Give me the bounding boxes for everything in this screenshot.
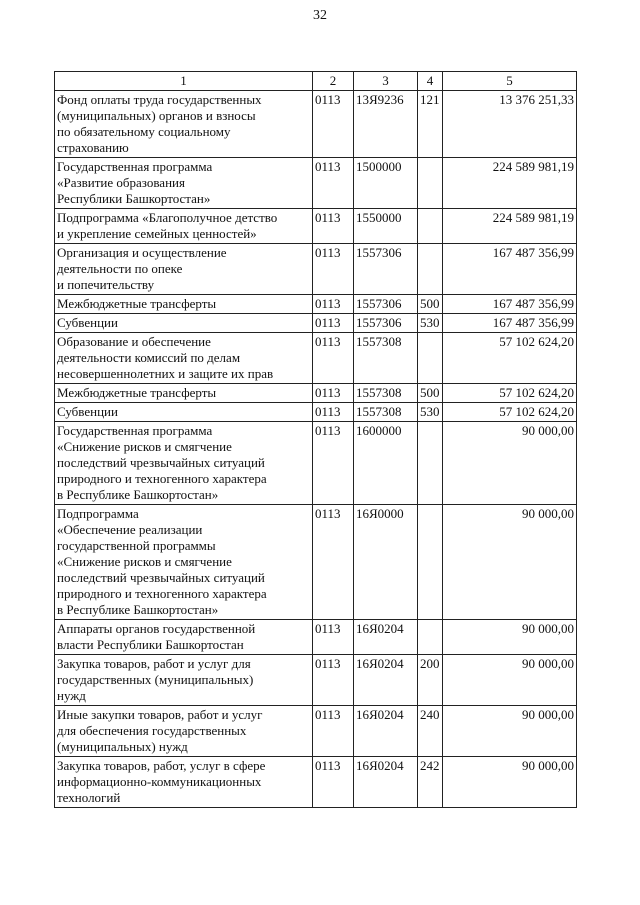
row-section: 0113 [313, 91, 354, 158]
row-name [55, 655, 313, 706]
row-name-line: и укрепление семейных ценностей» [57, 226, 257, 241]
table-row [55, 209, 577, 244]
table-row [55, 314, 577, 333]
row-type [418, 620, 443, 655]
row-amount: 90 000,00 [443, 620, 577, 655]
row-section: 0113 [313, 314, 354, 333]
row-name-line: Фонд оплаты труда государственных [57, 92, 262, 107]
row-name-line: и попечительству [57, 277, 155, 292]
column-header-section: 2 [313, 72, 354, 91]
table-row [55, 244, 577, 295]
row-name [55, 403, 313, 422]
row-section: 0113 [313, 209, 354, 244]
row-target: 1600000 [354, 422, 418, 505]
row-type: 200 [418, 655, 443, 706]
row-section: 0113 [313, 244, 354, 295]
row-type [418, 505, 443, 620]
table-row [55, 384, 577, 403]
row-name-line: Межбюджетные трансферты [57, 296, 217, 311]
row-name-line: Образование и обеспечение [57, 334, 211, 349]
row-name [55, 384, 313, 403]
row-target: 1550000 [354, 209, 418, 244]
column-header-name: 1 [55, 72, 313, 91]
row-type [418, 422, 443, 505]
row-target: 16Я0204 [354, 706, 418, 757]
table-row [55, 706, 577, 757]
row-name-line: Межбюджетные трансферты [57, 385, 217, 400]
row-name [55, 209, 313, 244]
row-name-line: нужд [57, 688, 86, 703]
row-name-line: информационно-коммуникационных [57, 774, 262, 789]
row-name [55, 620, 313, 655]
row-name-line: Закупка товаров, работ и услуг для [57, 656, 251, 671]
row-name-line: государственной программы [57, 538, 216, 553]
row-amount: 224 589 981,19 [443, 158, 577, 209]
row-amount: 90 000,00 [443, 655, 577, 706]
table-row [55, 655, 577, 706]
table-row [55, 403, 577, 422]
row-name-line: Республики Башкортостан» [57, 191, 211, 206]
row-target: 1557308 [354, 384, 418, 403]
table-row [55, 91, 577, 158]
row-name-line: Государственная программа [57, 159, 213, 174]
row-name-line: для обеспечения государственных [57, 723, 247, 738]
column-header-amount: 5 [443, 72, 577, 91]
row-amount: 167 487 356,99 [443, 295, 577, 314]
row-name-line: Подпрограмма [57, 506, 139, 521]
row-name-line: «Обеспечение реализации [57, 522, 203, 537]
row-name-line: Аппараты органов государственной [57, 621, 256, 636]
row-amount: 57 102 624,20 [443, 333, 577, 384]
row-type: 500 [418, 384, 443, 403]
row-name [55, 244, 313, 295]
row-type [418, 333, 443, 384]
row-target: 1500000 [354, 158, 418, 209]
row-name-line: деятельности по опеке [57, 261, 183, 276]
row-name-line: страхованию [57, 140, 129, 155]
row-name-line: (муниципальных) нужд [57, 739, 188, 754]
row-name-line: последствий чрезвычайных ситуаций [57, 455, 265, 470]
row-name-line: (муниципальных) органов и взносы [57, 108, 256, 123]
row-name-line: власти Республики Башкортостан [57, 637, 244, 652]
row-type: 530 [418, 403, 443, 422]
table-row [55, 620, 577, 655]
row-name [55, 706, 313, 757]
row-section: 0113 [313, 158, 354, 209]
row-section: 0113 [313, 505, 354, 620]
row-name [55, 757, 313, 808]
row-section: 0113 [313, 655, 354, 706]
row-name [55, 314, 313, 333]
row-name-line: «Развитие образования [57, 175, 185, 190]
row-type: 530 [418, 314, 443, 333]
row-name-line: Подпрограмма «Благополучное детство [57, 210, 278, 225]
row-type: 121 [418, 91, 443, 158]
row-type [418, 158, 443, 209]
row-name [55, 505, 313, 620]
row-name-line: технологий [57, 790, 121, 805]
row-name [55, 295, 313, 314]
row-amount: 167 487 356,99 [443, 244, 577, 295]
row-target: 1557306 [354, 314, 418, 333]
row-amount: 90 000,00 [443, 757, 577, 808]
row-amount: 57 102 624,20 [443, 403, 577, 422]
row-name-line: Государственная программа [57, 423, 213, 438]
row-name-line: Иные закупки товаров, работ и услуг [57, 707, 263, 722]
row-section: 0113 [313, 757, 354, 808]
row-amount: 90 000,00 [443, 505, 577, 620]
row-type [418, 244, 443, 295]
row-amount: 90 000,00 [443, 706, 577, 757]
row-name-line: в Республике Башкортостан» [57, 487, 219, 502]
table-row [55, 505, 577, 620]
row-target: 13Я9236 [354, 91, 418, 158]
row-target: 1557306 [354, 295, 418, 314]
row-name-line: несовершеннолетних и защите их прав [57, 366, 274, 381]
row-type: 242 [418, 757, 443, 808]
row-type: 240 [418, 706, 443, 757]
row-target: 16Я0204 [354, 655, 418, 706]
row-amount: 13 376 251,33 [443, 91, 577, 158]
row-type: 500 [418, 295, 443, 314]
header-row [55, 72, 577, 91]
column-header-type: 4 [418, 72, 443, 91]
row-name-line: в Республике Башкортостан» [57, 602, 219, 617]
row-target: 16Я0204 [354, 757, 418, 808]
table-row [55, 422, 577, 505]
row-name-line: природного и техногенного характера [57, 586, 267, 601]
row-target: 1557306 [354, 244, 418, 295]
row-section: 0113 [313, 403, 354, 422]
budget-table [54, 71, 577, 808]
row-name [55, 422, 313, 505]
table-row [55, 333, 577, 384]
row-amount: 57 102 624,20 [443, 384, 577, 403]
row-name-line: Организация и осуществление [57, 245, 227, 260]
row-name-line: Закупка товаров, работ, услуг в сфере [57, 758, 266, 773]
row-section: 0113 [313, 295, 354, 314]
row-name-line: государственных (муниципальных) [57, 672, 254, 687]
row-name-line: «Снижение рисков и смягчение [57, 554, 232, 569]
row-name-line: Субвенции [57, 315, 118, 330]
table-row [55, 158, 577, 209]
row-amount: 90 000,00 [443, 422, 577, 505]
row-name-line: деятельности комиссий по делам [57, 350, 241, 365]
row-name-line: по обязательному социальному [57, 124, 231, 139]
row-name [55, 158, 313, 209]
row-name-line: последствий чрезвычайных ситуаций [57, 570, 265, 585]
row-target: 16Я0000 [354, 505, 418, 620]
row-name-line: природного и техногенного характера [57, 471, 267, 486]
column-header-target: 3 [354, 72, 418, 91]
table-row [55, 295, 577, 314]
row-amount: 224 589 981,19 [443, 209, 577, 244]
row-target: 1557308 [354, 403, 418, 422]
page-number: 32 [313, 8, 327, 23]
row-name [55, 91, 313, 158]
table-body [55, 91, 577, 808]
row-section: 0113 [313, 333, 354, 384]
row-section: 0113 [313, 620, 354, 655]
row-type [418, 209, 443, 244]
table-row [55, 757, 577, 808]
row-name-line: «Снижение рисков и смягчение [57, 439, 232, 454]
row-section: 0113 [313, 384, 354, 403]
row-name [55, 333, 313, 384]
row-amount: 167 487 356,99 [443, 314, 577, 333]
row-target: 1557308 [354, 333, 418, 384]
row-section: 0113 [313, 422, 354, 505]
row-name-line: Субвенции [57, 404, 118, 419]
row-section: 0113 [313, 706, 354, 757]
row-target: 16Я0204 [354, 620, 418, 655]
